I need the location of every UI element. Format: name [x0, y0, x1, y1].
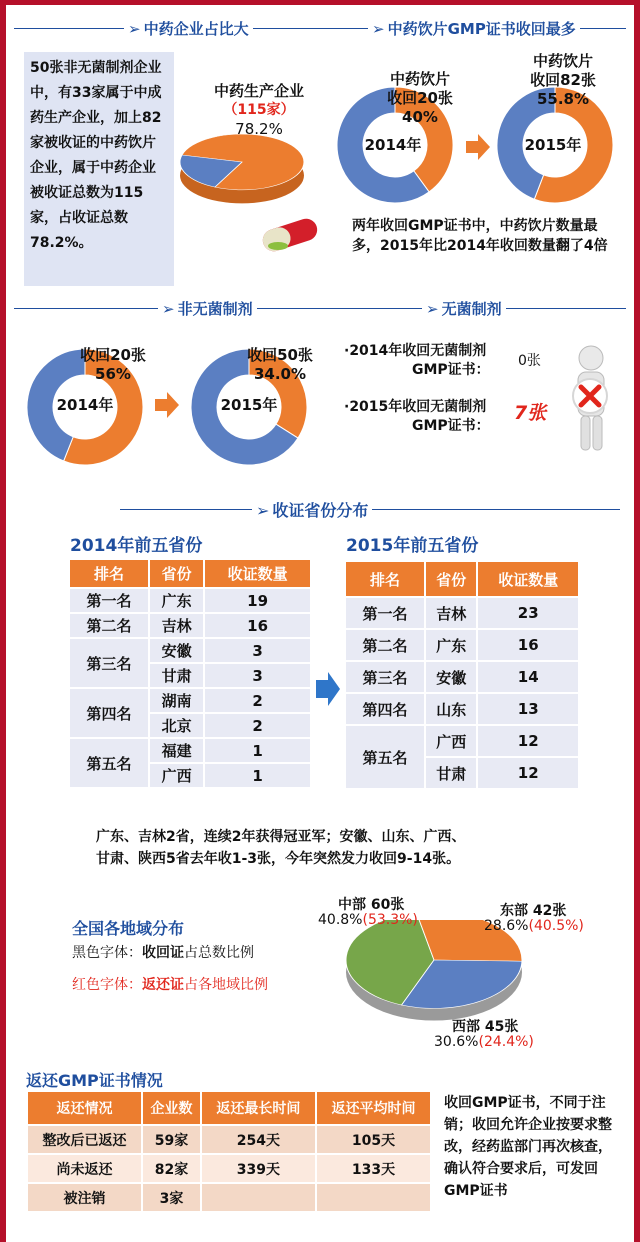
table-row: [27, 1154, 431, 1183]
province-cell: 广西: [425, 725, 477, 757]
count-cell: 12: [477, 725, 579, 757]
arrow-right-icon: [466, 134, 490, 160]
region-title: 全国各地域分布: [72, 919, 185, 938]
count-cell: 13: [477, 693, 579, 725]
region-pie-chart: [322, 920, 552, 1030]
gmp-note: 两年收回GMP证书中，中药饮片数量最多，2015年比2014年收回数量翻了4倍: [352, 218, 608, 254]
gmp-2014-label2: 收回20张: [387, 89, 453, 107]
top5-2014-table: [68, 558, 312, 789]
table-header: 收证数量: [477, 561, 579, 597]
section-title-nonsterile: ➢ 非无菌制剂: [158, 298, 257, 319]
table-row: [69, 738, 311, 763]
rank-cell: 第一名: [69, 588, 149, 613]
sterile-2015-value: 7张: [514, 402, 547, 424]
rank-cell: 第四名: [345, 693, 425, 725]
table-row: [345, 693, 579, 725]
table-cell: 3家: [142, 1183, 201, 1212]
region-west-pct: 30.6%(24.4%): [434, 1034, 534, 1050]
table-row: [27, 1183, 431, 1212]
province-cell: 甘肃: [425, 757, 477, 789]
table-row: [345, 661, 579, 693]
count-cell: 3: [204, 638, 311, 663]
donut-nonsterile-2015-year: 2015年: [220, 396, 278, 414]
table-cell: 59家: [142, 1125, 201, 1154]
nonsterile-2015-label: 收回50张: [247, 346, 313, 364]
nonsterile-2014-label: 收回20张: [80, 346, 146, 364]
tcm-pie-label: 中药生产企业: [213, 82, 304, 100]
return-note: 收回GMP证书，不同于注销；收回允许企业按要求整改，经药监部门再次核查，确认符合要求后，可发回GMP证书: [444, 1095, 612, 1199]
region-east-name: 东部 42张: [500, 903, 567, 919]
section-title-provinces: ➢ 收证省份分布: [252, 498, 372, 521]
table-header: 省份: [425, 561, 477, 597]
tcm-pie-count: （115家）: [223, 102, 295, 118]
top5-2015-table: [344, 560, 580, 790]
divider: [14, 308, 626, 309]
top-border: [0, 0, 640, 5]
return-table: [26, 1090, 432, 1213]
table-cell: 105天: [316, 1125, 431, 1154]
gmp-2014-pct: 40%: [402, 108, 438, 126]
table-row: [69, 688, 311, 713]
intro-text: 50张非无菌制剂企业中，有33家属于中成药生产企业，加上82家被收证的中药饮片企业，属于中药企业被收证总数为115家，占收证总数78.2%。: [24, 52, 174, 286]
top5-2014-title: 2014年前五省份: [70, 536, 203, 556]
count-cell: 2: [204, 713, 311, 738]
table-cell: 尚未返还: [27, 1154, 142, 1183]
count-cell: 1: [204, 763, 311, 788]
province-note-1: 广东、吉林2省，连续2年获得冠亚军；安徽、山东、广西、: [96, 829, 466, 845]
count-cell: 3: [204, 663, 311, 688]
table-row: [345, 597, 579, 629]
sterile-2015-line: ·2015年收回无菌制剂 GMP证书：: [344, 399, 490, 434]
table-header: 返还平均时间: [316, 1091, 431, 1125]
sterile-2014-value: 0张: [518, 353, 541, 369]
province-cell: 甘肃: [149, 663, 204, 688]
sterile-2014-line: ·2014年收回无菌制剂 GMP证书：: [344, 343, 490, 378]
table-header: 返还最长时间: [201, 1091, 316, 1125]
table-row: [69, 613, 311, 638]
province-cell: 吉林: [149, 613, 204, 638]
person-reject-icon: [560, 344, 620, 454]
table-cell: 133天: [316, 1154, 431, 1183]
rank-cell: 第五名: [345, 725, 425, 789]
table-header: 收证数量: [204, 559, 311, 588]
province-cell: 安徽: [149, 638, 204, 663]
table-cell: 339天: [201, 1154, 316, 1183]
donut-nonsterile-2014-year: 2014年: [56, 396, 114, 414]
table-header: 省份: [149, 559, 204, 588]
arrow-right-icon: [316, 672, 340, 706]
rank-cell: 第三名: [69, 638, 149, 688]
table-cell: [316, 1183, 431, 1212]
rank-cell: 第四名: [69, 688, 149, 738]
region-legend-red: 红色字体：返还证占各地域比例: [72, 977, 268, 993]
region-central-name: 中部 60张: [338, 897, 405, 913]
table-row: [69, 638, 311, 663]
table-row: [27, 1125, 431, 1154]
region-east-pct: 28.6%(40.5%): [484, 918, 584, 934]
table-cell: 整改后已返还: [27, 1125, 142, 1154]
province-note-2: 甘肃、陕西5省去年收1-3张，今年突然发力收回9-14张。: [96, 851, 461, 867]
province-cell: 广东: [149, 588, 204, 613]
gmp-2015-label1: 中药饮片: [532, 52, 593, 70]
count-cell: 2: [204, 688, 311, 713]
table-cell: 被注销: [27, 1183, 142, 1212]
section-title-sterile: ➢ 无菌制剂: [422, 298, 506, 319]
rank-cell: 第一名: [345, 597, 425, 629]
count-cell: 12: [477, 757, 579, 789]
region-west-name: 西部 45张: [452, 1019, 519, 1035]
count-cell: 16: [204, 613, 311, 638]
table-cell: 82家: [142, 1154, 201, 1183]
nonsterile-2014-pct: 56%: [95, 365, 131, 383]
count-cell: 19: [204, 588, 311, 613]
province-cell: 吉林: [425, 597, 477, 629]
province-cell: 安徽: [425, 661, 477, 693]
section-title-gmp: ➢ 中药饮片GMP证书收回最多: [368, 18, 580, 39]
table-header: 排名: [345, 561, 425, 597]
region-legend-black: 黑色字体：收回证占总数比例: [72, 945, 254, 961]
table-header: 企业数: [142, 1091, 201, 1125]
gmp-2015-label2: 收回82张: [530, 71, 596, 89]
province-cell: 广西: [149, 763, 204, 788]
nonsterile-2015-pct: 34.0%: [253, 365, 307, 383]
top5-2015-title: 2015年前五省份: [346, 536, 479, 556]
table-header: 返还情况: [27, 1091, 142, 1125]
gmp-2015-pct: 55.8%: [536, 90, 590, 108]
count-cell: 23: [477, 597, 579, 629]
capsule-pill-icon: [256, 214, 326, 258]
table-row: [345, 629, 579, 661]
rank-cell: 第五名: [69, 738, 149, 788]
table-row: [69, 588, 311, 613]
count-cell: 16: [477, 629, 579, 661]
arrow-right-icon: [155, 392, 179, 418]
province-cell: 北京: [149, 713, 204, 738]
province-cell: 广东: [425, 629, 477, 661]
left-border: [0, 0, 6, 1242]
count-cell: 1: [204, 738, 311, 763]
province-cell: 湖南: [149, 688, 204, 713]
rank-cell: 第二名: [345, 629, 425, 661]
section-title-tcm: ➢ 中药企业占比大: [124, 18, 253, 39]
table-row: [345, 725, 579, 757]
right-border: [634, 0, 640, 1242]
rank-cell: 第二名: [69, 613, 149, 638]
donut-gmp-2015-year: 2015年: [524, 136, 582, 154]
return-table-title: 返还GMP证书情况: [26, 1071, 163, 1090]
donut-gmp-2014-year: 2014年: [364, 136, 422, 154]
gmp-2014-label1: 中药饮片: [389, 70, 450, 88]
table-header: 排名: [69, 559, 149, 588]
table-cell: 254天: [201, 1125, 316, 1154]
tcm-pie-pct: 78.2%: [235, 120, 283, 138]
region-central-pct: 40.8%(53.3%): [318, 912, 418, 928]
count-cell: 14: [477, 661, 579, 693]
table-cell: [201, 1183, 316, 1212]
province-cell: 山东: [425, 693, 477, 725]
rank-cell: 第三名: [345, 661, 425, 693]
province-cell: 福建: [149, 738, 204, 763]
